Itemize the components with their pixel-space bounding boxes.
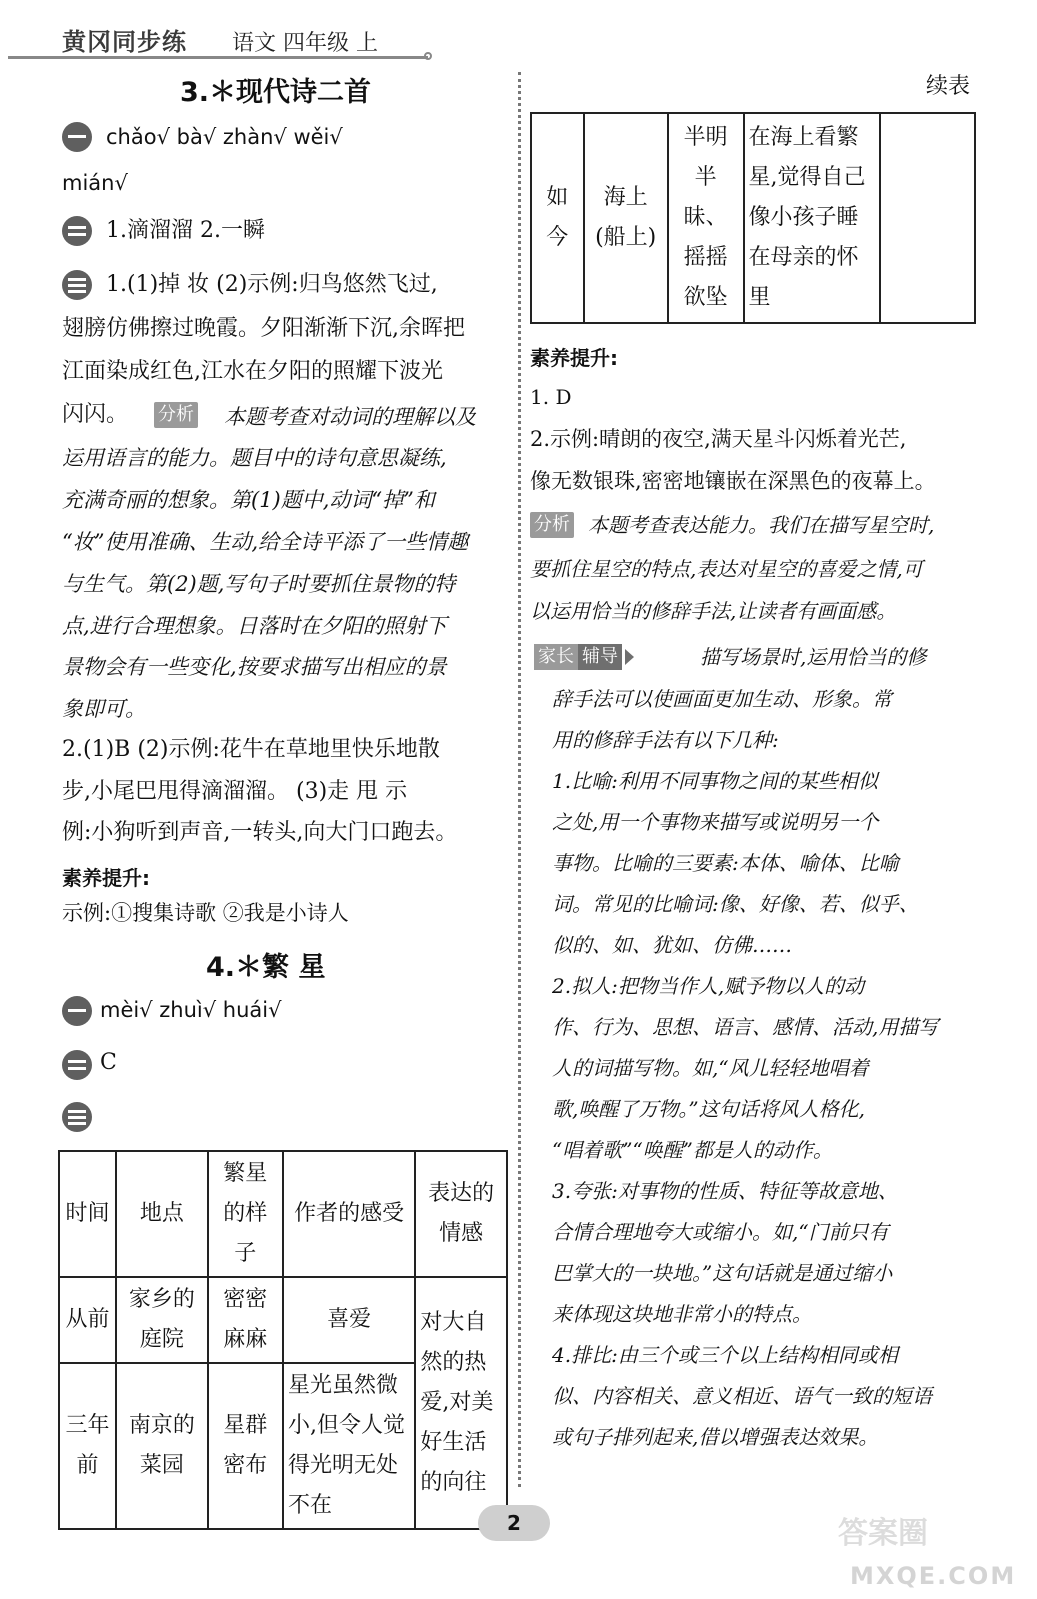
- s3-suyang-label: 素养提升:: [62, 866, 150, 890]
- th-place: 地点: [116, 1151, 208, 1277]
- header-rule: [8, 56, 428, 59]
- th-time: 时间: [59, 1151, 116, 1277]
- guide-line-6: 事物。比喻的三要素:本体、喻体、比喻: [552, 851, 899, 875]
- th-look: 繁星的样子: [208, 1151, 283, 1277]
- stars-table: [58, 1150, 508, 1530]
- cell-place: 海上(船上): [584, 113, 668, 323]
- parent-guide-tag-a: 家长: [534, 644, 578, 670]
- cell-look: 星群密布: [208, 1363, 283, 1529]
- s3-analysis-1: 本题考查对动词的理解以及: [224, 405, 476, 429]
- guide-line-9: 2.拟人:把物当作人,赋予物以人的动: [552, 974, 865, 998]
- fenxi-tag: 分析: [154, 402, 198, 428]
- guide-line-16: 巴掌大的一块地。”这句话就是通过缩小: [552, 1261, 893, 1285]
- guide-line-3: 用的修辞手法有以下几种:: [552, 728, 779, 752]
- column-divider: [518, 72, 521, 1487]
- cell-time: 如今: [531, 113, 584, 323]
- suyang-label: 素养提升:: [530, 346, 618, 370]
- s3-pinyin-1: chǎo√ bà√ zhàn√ wěi√: [106, 125, 343, 149]
- watermark-url: MXQE.COM: [850, 1562, 1017, 1590]
- section3-title: 3.＊现代诗二首: [180, 77, 372, 108]
- cell-look: 密密麻麻: [208, 1277, 283, 1363]
- s3-line-d: 闪闪。: [62, 402, 129, 427]
- fenxi-tag: 分析: [530, 512, 574, 538]
- badge-three-icon: [62, 270, 92, 300]
- guide-line-2: 辞手法可以使画面更加生动、形象。常: [552, 687, 892, 711]
- guide-line-18: 4.排比:由三个或三个以上结构相同或相: [552, 1343, 898, 1367]
- guide-line-1: 描写场景时,运用恰当的修: [700, 645, 927, 669]
- guide-line-19: 似、内容相关、意义相近、语气一致的短语: [552, 1384, 932, 1408]
- table-row: [59, 1277, 507, 1363]
- cell-time: 三年前: [59, 1363, 116, 1529]
- cell-feeling: 星光虽然微小,但令人觉得光明无处不在: [283, 1363, 415, 1529]
- s3-analysis-8: 象即可。: [62, 697, 146, 721]
- brand-logo: 黄冈同步练: [62, 28, 187, 56]
- cell-place: 南京的菜园: [116, 1363, 208, 1529]
- badge-three-icon: [62, 1102, 92, 1132]
- parent-guide-tag: [534, 644, 634, 670]
- s3-analysis-2: 运用语言的能力。题目中的诗句意思凝练,: [62, 446, 447, 470]
- table-row: [531, 113, 975, 323]
- page-header: [0, 0, 1037, 62]
- s3-analysis-6: 点,进行合理想象。日落时在夕阳的照射下: [62, 614, 447, 638]
- s3-q2-line3: 例:小狗听到声音,一转头,向大门口跑去。: [62, 820, 458, 845]
- parent-guide-tag-b: 辅导: [578, 644, 622, 670]
- r-analysis-3: 以运用恰当的修辞手法,让读者有画面感。: [530, 599, 897, 623]
- stars-table-continued: [530, 112, 976, 324]
- guide-line-15: 合情合理地夸大或缩小。如,“门前只有: [552, 1220, 889, 1244]
- s3-analysis-3: 充满奇丽的想象。第(1)题中,动词“掉”和: [62, 488, 435, 512]
- th-feeling: 作者的感受: [283, 1151, 415, 1277]
- table-header-row: [59, 1151, 507, 1277]
- continued-label: 续表: [926, 74, 971, 99]
- s3-analysis-5: 与生气。第(2)题,写句子时要抓住景物的特: [62, 572, 456, 596]
- guide-line-10: 作、行为、思想、语言、感情、活动,用描写: [552, 1015, 939, 1039]
- guide-line-4: 1.比喻:利用不同事物之间的某些相似: [552, 769, 878, 793]
- guide-line-11: 人的词描写物。如,“风儿轻轻地唱着: [552, 1056, 869, 1080]
- guide-line-5: 之处,用一个事物来描写或说明另一个: [552, 810, 879, 834]
- guide-line-17: 来体现这块地非常小的特点。: [552, 1302, 812, 1326]
- r-analysis-1: 本题考查表达能力。我们在描写星空时,: [588, 513, 935, 537]
- cell-feeling: 喜爱: [283, 1277, 415, 1363]
- cell-place: 家乡的庭院: [116, 1277, 208, 1363]
- s3-pinyin-2: mián√: [62, 171, 128, 195]
- s3-analysis-4: “妆”使用准确、生动,给全诗平添了一些情趣: [62, 530, 469, 554]
- s4-part2: C: [100, 1050, 117, 1075]
- watermark-logo: 答案圈: [838, 1516, 928, 1551]
- page-number: 2: [478, 1505, 550, 1541]
- guide-line-12: 歌,唤醒了万物。”这句话将风人格化,: [552, 1097, 865, 1121]
- play-arrow-icon: [625, 649, 634, 665]
- r-line-1: 1. D: [530, 385, 572, 409]
- s3-suyang-text: 示例:①搜集诗歌 ②我是小诗人: [62, 901, 349, 925]
- cell-time: 从前: [59, 1277, 116, 1363]
- cell-feeling: 在海上看繁星,觉得自己像小孩子睡在母亲的怀里: [744, 113, 881, 323]
- s3-part2: 1.滴溜溜 2.一瞬: [106, 218, 265, 243]
- r-line-3: 像无数银珠,密密地镶嵌在深黑色的夜幕上。: [530, 469, 936, 493]
- s3-q2-line1: 2.(1)B (2)示例:花牛在草地里快乐地散: [62, 737, 440, 762]
- badge-one-icon: [62, 996, 92, 1026]
- guide-line-13: “唱着歌”“唤醒”都是人的动作。: [552, 1138, 833, 1162]
- badge-two-icon: [62, 216, 92, 246]
- th-emotion: 表达的情感: [415, 1151, 507, 1277]
- header-dot: [424, 52, 432, 60]
- guide-line-7: 词。常见的比喻词:像、好像、若、似乎、: [552, 892, 919, 916]
- badge-two-icon: [62, 1050, 92, 1080]
- guide-line-20: 或句子排列起来,借以增强表达效果。: [552, 1425, 879, 1449]
- r-line-2: 2.示例:晴朗的夜空,满天星斗闪烁着光芒,: [530, 427, 907, 451]
- r-analysis-2: 要抓住星空的特点,表达对星空的喜爱之情,可: [530, 557, 923, 581]
- subject-label: 语文 四年级 上: [232, 31, 378, 56]
- s3-q2-line2: 步,小尾巴甩得滴溜溜。 (3)走 甩 示: [62, 779, 408, 804]
- guide-line-14: 3.夸张:对事物的性质、特征等故意地、: [552, 1179, 898, 1203]
- badge-one-icon: [62, 122, 92, 152]
- s3-line-c: 江面染成红色,江水在夕阳的照耀下波光: [62, 359, 443, 384]
- s3-line-a: 1.(1)掉 妆 (2)示例:归鸟悠然飞过,: [106, 272, 438, 297]
- s3-analysis-7: 景物会有一些变化,按要求描写出相应的景: [62, 655, 447, 679]
- section4-title: 4.＊繁 星: [206, 952, 326, 983]
- cell-emotion-merged: [880, 113, 975, 323]
- s4-pinyin: mèi√ zhuì√ huái√: [100, 998, 282, 1022]
- cell-look: 半明半昧、摇摇欲坠: [668, 113, 744, 323]
- guide-line-8: 似的、如、犹如、仿佛……: [552, 933, 792, 957]
- cell-emotion: 对大自然的热爱,对美好生活的向往: [415, 1277, 507, 1529]
- s3-line-b: 翅膀仿佛擦过晚霞。夕阳渐渐下沉,余晖把: [62, 316, 465, 341]
